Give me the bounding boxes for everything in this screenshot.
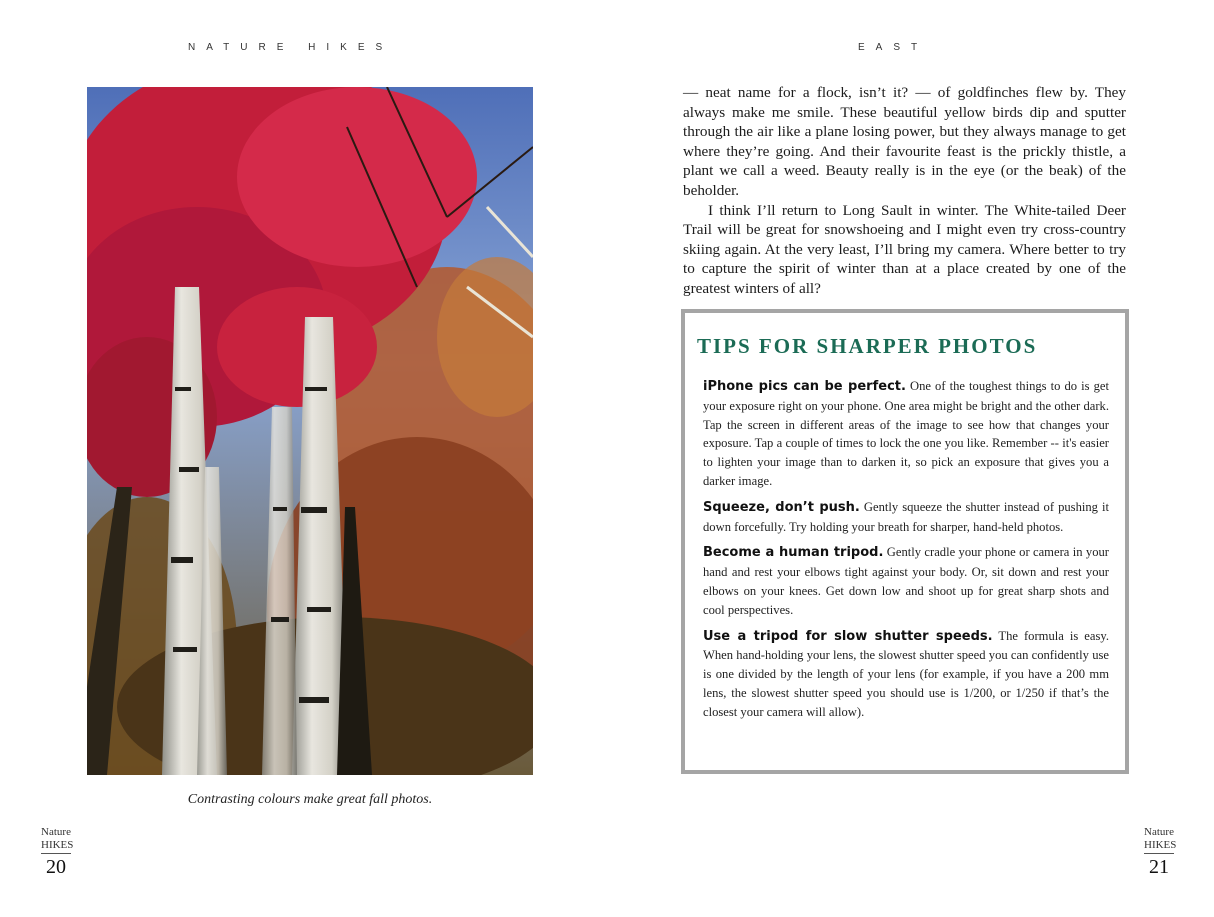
tip-heading: Use a tripod for slow shutter speeds. [703,628,993,644]
folio-series-line1: Nature [41,826,71,838]
running-head-left: NATURE HIKES [188,42,394,53]
photo-caption: Contrasting colours make great fall photos. [187,792,433,807]
tip-text: Gently cradle your phone or camera in your hand and rest your elbows tight against your body. Or, sit down and rest your elbows on your knees. Get down low and shoot up for great sharp shots and cool perspectives. [703,545,1109,617]
tip-heading: iPhone pics can be perfect. [703,379,906,394]
page-number: 20 [46,856,66,878]
tips-list [703,377,1109,729]
running-head-right: EAST [858,42,929,53]
tips-title: TIPS FOR SHARPER PHOTOS [697,334,1038,358]
tip-text: One of the toughest things to do is get your exposure right on your phone. One area might be bright and the other dark. Tap the screen in different areas of the image to see how that changes your exposure. Tap a couple of times to lock the one you like. Remember -- it's easier to lighten your image than to darken it, so pick an exposure that gives you a darker image. [703,379,1109,488]
folio-left [41,826,74,878]
folio-series-line1: Nature [1144,826,1174,838]
folio-rule [1144,853,1174,854]
folio-series-line2: HIKES [41,839,74,851]
tip-text: Gently squeeze the shutter instead of pushing it down forcefully. Try holding your breath for sharper, hand-held photos. [703,499,1109,534]
tip-item [703,543,1109,619]
folio-series-line2: HIKES [1144,839,1177,851]
body-text [683,83,1126,299]
body-paragraph: — neat name for a flock, isn’t it? — of goldfinches flew by. They always make me smile. These beautiful yellow birds dip and sputter through the air like a plane losing power, but they always manage to get where they’re going. And their favourite feast is the prickly thistle, a plant we call a weed. Beauty really is in the eye (or the beak) of the beholder. [683,84,1126,199]
tips-sidebar [681,309,1129,774]
tip-text: The formula is easy. When hand-holding your lens, the slowest shutter speed you can confidently use is one divided by the length of your lens (for example, if you have a 200 mm lens, the slowest shutter speed you should use is 1/200, or 1/250 if that’s the closest your camera will allow). [703,628,1109,719]
body-paragraph: I think I’ll return to Long Sault in winter. The White-tailed Deer Trail will be great for snowshoeing and I might even try cross-country skiing again. At the very least, I’ll bring my camera. Where better to try to capture the spirit of winter than at a place created by one of the greatest winters of all? [683,201,1126,297]
tip-item [703,498,1109,537]
tip-heading: Become a human tripod. [703,545,884,561]
page-number: 21 [1149,856,1169,878]
folio-right [1144,826,1177,878]
tip-item [703,627,1109,722]
folio-rule [41,853,71,854]
autumn-birch-photo [87,87,533,775]
tip-item [703,377,1109,491]
tip-heading: Squeeze, don’t push. [703,499,860,515]
